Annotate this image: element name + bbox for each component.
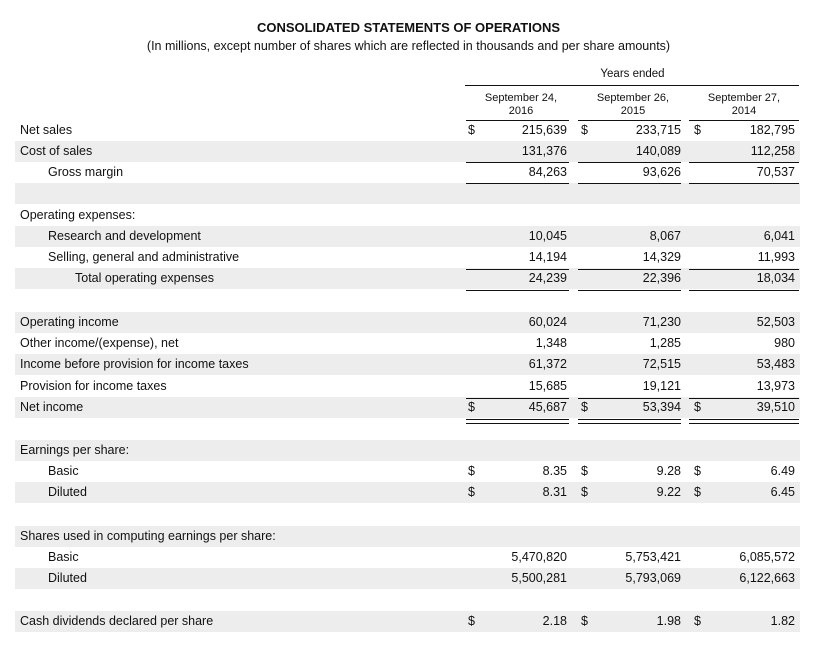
currency-symbol: $: [468, 400, 475, 414]
years-ended-rule: [465, 85, 799, 86]
spacer-row: [15, 290, 800, 311]
currency-symbol: [468, 526, 480, 547]
value-cell: 182,795: [749, 123, 795, 137]
value-cell: 24,239: [528, 271, 567, 285]
value-cell: 60,024: [528, 315, 567, 329]
value-cell: 6.49: [770, 464, 795, 478]
currency-symbol: [581, 183, 593, 204]
row-label: Selling, general and administrative: [48, 250, 240, 264]
statement-subtitle: (In millions, except number of shares which are reflected in thousands and per share amounts): [146, 39, 671, 53]
table-row: [15, 162, 800, 183]
currency-symbol: [694, 526, 706, 547]
column-header-2015: September 26, 2015: [596, 92, 670, 117]
currency-symbol: [468, 141, 480, 162]
currency-symbol: [581, 333, 593, 354]
value-cell: 93,626: [642, 165, 681, 179]
currency-symbol: $: [694, 400, 701, 414]
value-cell: [485, 183, 567, 204]
value-cell: 72,515: [642, 357, 681, 371]
currency-symbol: [468, 354, 480, 375]
currency-symbol: [581, 247, 593, 268]
currency-symbol: [694, 333, 706, 354]
table-row: [15, 141, 800, 162]
currency-symbol: $: [581, 485, 588, 499]
row-label: Earnings per share:: [20, 443, 130, 457]
value-cell: 215,639: [521, 123, 567, 137]
value-cell: 2.18: [542, 614, 567, 628]
row-label: Other income/(expense), net: [20, 336, 179, 350]
currency-symbol: [694, 290, 706, 311]
row-label: Basic: [48, 464, 79, 478]
currency-symbol: [468, 162, 480, 183]
value-cell: [600, 504, 681, 525]
currency-symbol: [468, 333, 480, 354]
row-label: Research and development: [48, 229, 201, 243]
value-cell: 70,537: [756, 165, 795, 179]
value-cell: 980: [774, 336, 795, 350]
currency-symbol: [694, 268, 706, 289]
total-rule: [689, 290, 799, 291]
currency-symbol: [694, 354, 706, 375]
table-row: [15, 611, 800, 632]
currency-symbol: $: [468, 485, 475, 499]
row-label: Net sales: [20, 123, 73, 137]
currency-symbol: [581, 504, 593, 525]
currency-symbol: [694, 205, 706, 226]
table-row: [15, 268, 800, 289]
total-rule: [466, 183, 569, 184]
value-cell: 112,258: [750, 144, 795, 158]
currency-symbol: $: [694, 464, 701, 478]
value-cell: [600, 205, 681, 226]
value-cell: 6,122,663: [739, 571, 795, 585]
currency-symbol: [581, 590, 593, 611]
value-cell: 233,715: [635, 123, 681, 137]
table-row: [15, 482, 800, 503]
currency-symbol: [581, 290, 593, 311]
currency-symbol: $: [581, 614, 588, 628]
value-cell: [485, 526, 567, 547]
currency-symbol: [581, 526, 593, 547]
row-label: Shares used in computing earnings per share:: [20, 529, 276, 543]
table-row: [15, 205, 800, 226]
row-label: Provision for income taxes: [20, 379, 167, 393]
row-label: Cash dividends declared per share: [20, 614, 214, 628]
currency-symbol: [694, 247, 706, 268]
currency-symbol: [581, 162, 593, 183]
double-total-rule: [689, 419, 799, 424]
value-cell: 8.31: [542, 485, 567, 499]
value-cell: 84,263: [528, 165, 567, 179]
value-cell: [715, 504, 795, 525]
table-row: [15, 568, 800, 589]
value-cell: 140,089: [635, 144, 681, 158]
currency-symbol: [468, 290, 480, 311]
table-row: [15, 376, 800, 397]
value-cell: 8.35: [542, 464, 567, 478]
value-cell: 6.45: [770, 485, 795, 499]
subtotal-rule: [689, 269, 799, 270]
spacer-row: [15, 183, 800, 204]
currency-symbol: [694, 440, 706, 461]
value-cell: 71,230: [642, 315, 681, 329]
total-rule: [689, 183, 799, 184]
table-row: [15, 120, 800, 141]
value-cell: 53,483: [756, 357, 795, 371]
currency-symbol: [694, 590, 706, 611]
currency-symbol: [468, 312, 480, 333]
currency-symbol: $: [694, 614, 701, 628]
value-cell: [715, 526, 795, 547]
currency-symbol: [694, 183, 706, 204]
currency-symbol: [581, 440, 593, 461]
value-cell: 5,753,421: [625, 550, 681, 564]
value-cell: [600, 590, 681, 611]
row-label: Gross margin: [48, 165, 124, 179]
currency-symbol: [468, 547, 480, 568]
currency-symbol: [581, 376, 593, 397]
table-row: [15, 226, 800, 247]
value-cell: 19,121: [642, 379, 681, 393]
statement-title: CONSOLIDATED STATEMENTS OF OPERATIONS: [256, 20, 561, 35]
currency-symbol: $: [581, 464, 588, 478]
row-label: Net income: [20, 400, 84, 414]
value-cell: [600, 183, 681, 204]
currency-symbol: $: [694, 123, 701, 137]
currency-symbol: [694, 162, 706, 183]
currency-symbol: [694, 312, 706, 333]
currency-symbol: [468, 568, 480, 589]
value-cell: [600, 290, 681, 311]
row-label: Total operating expenses: [75, 271, 214, 285]
currency-symbol: $: [468, 464, 475, 478]
currency-symbol: $: [694, 485, 701, 499]
value-cell: 1.82: [770, 614, 795, 628]
currency-symbol: [581, 312, 593, 333]
subtotal-rule: [578, 398, 681, 399]
spacer-row: [15, 504, 800, 525]
table-row: [15, 312, 800, 333]
value-cell: 39,510: [756, 400, 795, 414]
table-row: [15, 247, 800, 268]
currency-symbol: [468, 183, 480, 204]
currency-symbol: [694, 568, 706, 589]
currency-symbol: $: [468, 123, 475, 137]
table-row: [15, 526, 800, 547]
value-cell: 15,685: [528, 379, 567, 393]
currency-symbol: [468, 440, 480, 461]
table-row: [15, 397, 800, 418]
value-cell: [715, 590, 795, 611]
currency-symbol: [468, 247, 480, 268]
double-total-rule: [578, 419, 681, 424]
subtotal-rule: [466, 269, 569, 270]
value-cell: 52,503: [756, 315, 795, 329]
value-cell: 14,329: [642, 250, 681, 264]
row-label: Cost of sales: [20, 144, 93, 158]
table-row: [15, 333, 800, 354]
value-cell: [600, 440, 681, 461]
value-cell: [485, 590, 567, 611]
currency-symbol: [468, 590, 480, 611]
value-cell: 6,085,572: [739, 550, 795, 564]
value-cell: 45,687: [528, 400, 567, 414]
currency-symbol: [468, 504, 480, 525]
value-cell: 5,500,281: [511, 571, 567, 585]
currency-symbol: [694, 376, 706, 397]
value-cell: 1.98: [656, 614, 681, 628]
row-label: Income before provision for income taxes: [20, 357, 249, 371]
value-cell: 9.28: [656, 464, 681, 478]
currency-symbol: [468, 376, 480, 397]
currency-symbol: [581, 268, 593, 289]
total-rule: [578, 183, 681, 184]
currency-symbol: [694, 504, 706, 525]
value-cell: [485, 205, 567, 226]
currency-symbol: [581, 205, 593, 226]
table-row: [15, 354, 800, 375]
total-rule: [578, 290, 681, 291]
value-cell: 5,470,820: [511, 550, 567, 564]
value-cell: [715, 440, 795, 461]
table-row: [15, 440, 800, 461]
currency-symbol: [581, 354, 593, 375]
years-ended-header: Years ended: [600, 68, 665, 80]
value-cell: [485, 504, 567, 525]
value-cell: 11,993: [757, 250, 795, 264]
subtotal-rule: [689, 398, 799, 399]
value-cell: 61,372: [528, 357, 567, 371]
value-cell: 9.22: [656, 485, 681, 499]
value-cell: [715, 183, 795, 204]
value-cell: [485, 440, 567, 461]
currency-symbol: [694, 226, 706, 247]
currency-symbol: [694, 547, 706, 568]
currency-symbol: [581, 568, 593, 589]
currency-symbol: [581, 226, 593, 247]
spacer-row: [15, 590, 800, 611]
value-cell: 1,348: [535, 336, 567, 350]
subtotal-rule: [578, 269, 681, 270]
value-cell: 53,394: [642, 400, 681, 414]
spacer-row: [15, 419, 800, 440]
subtotal-rule: [466, 162, 569, 163]
value-cell: 10,045: [528, 229, 567, 243]
value-cell: [485, 290, 567, 311]
value-cell: 18,034: [756, 271, 795, 285]
column-header-2014: September 27, 2014: [707, 92, 781, 117]
value-cell: 5,793,069: [625, 571, 681, 585]
currency-symbol: [581, 547, 593, 568]
column-header-2016: September 24, 2016: [484, 92, 558, 117]
subtotal-rule: [578, 162, 681, 163]
subtotal-rule: [689, 162, 799, 163]
value-cell: 131,376: [521, 144, 567, 158]
row-label: Diluted: [48, 485, 87, 499]
value-cell: 22,396: [642, 271, 681, 285]
currency-symbol: [468, 205, 480, 226]
currency-symbol: [694, 141, 706, 162]
value-cell: 14,194: [528, 250, 567, 264]
currency-symbol: [468, 268, 480, 289]
value-cell: 8,067: [649, 229, 681, 243]
value-cell: [715, 205, 795, 226]
value-cell: [715, 290, 795, 311]
currency-symbol: $: [581, 123, 588, 137]
table-row: [15, 461, 800, 482]
currency-symbol: [468, 226, 480, 247]
row-label: Basic: [48, 550, 79, 564]
value-cell: 6,041: [763, 229, 795, 243]
row-label: Operating expenses:: [20, 208, 136, 222]
subtotal-rule: [466, 398, 569, 399]
currency-symbol: $: [468, 614, 475, 628]
value-cell: [600, 526, 681, 547]
value-cell: 1,285: [649, 336, 681, 350]
value-cell: 13,973: [756, 379, 795, 393]
table-row: [15, 547, 800, 568]
currency-symbol: [581, 141, 593, 162]
currency-symbol: $: [581, 400, 588, 414]
row-label: Operating income: [20, 315, 119, 329]
total-rule: [466, 290, 569, 291]
double-total-rule: [466, 419, 569, 424]
row-label: Diluted: [48, 571, 87, 585]
